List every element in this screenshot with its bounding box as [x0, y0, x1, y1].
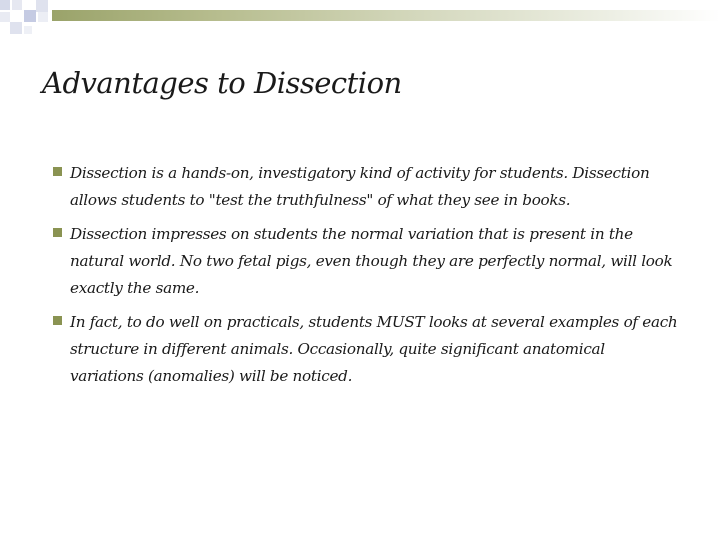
corner-decoration [0, 0, 60, 42]
title-accent-bar [52, 10, 720, 21]
square-bullet-icon [53, 316, 62, 325]
deco-square [24, 10, 36, 22]
deco-square [38, 12, 48, 22]
deco-square [10, 22, 22, 34]
bullet-item [52, 160, 682, 214]
deco-square [36, 0, 48, 12]
deco-square [12, 0, 22, 10]
deco-square [0, 0, 10, 10]
bullet-text: Dissection impresses on students the normal variation that is present in the natural world. No two fetal pigs, even though they are perfectly normal, will look exactly the same. [70, 225, 673, 297]
square-bullet-icon [53, 167, 62, 176]
square-bullet-icon [53, 228, 62, 237]
bullet-item [52, 221, 682, 302]
bullet-text: Dissection is a hands-on, investigatory kind of activity for students. Dissection allows students to "test the truthfulness" of what they see in books. [70, 164, 650, 209]
slide-title: Advantages to Dissection [42, 66, 402, 100]
bullet-item [52, 309, 682, 390]
bullet-list [52, 160, 682, 397]
deco-square [24, 26, 32, 34]
bullet-text: In fact, to do well on practicals, students MUST looks at several examples of each structure in different animals. Occasionally, quite significant anatomical variations (anomalies) will be noticed. [70, 313, 678, 385]
deco-square [0, 12, 10, 22]
